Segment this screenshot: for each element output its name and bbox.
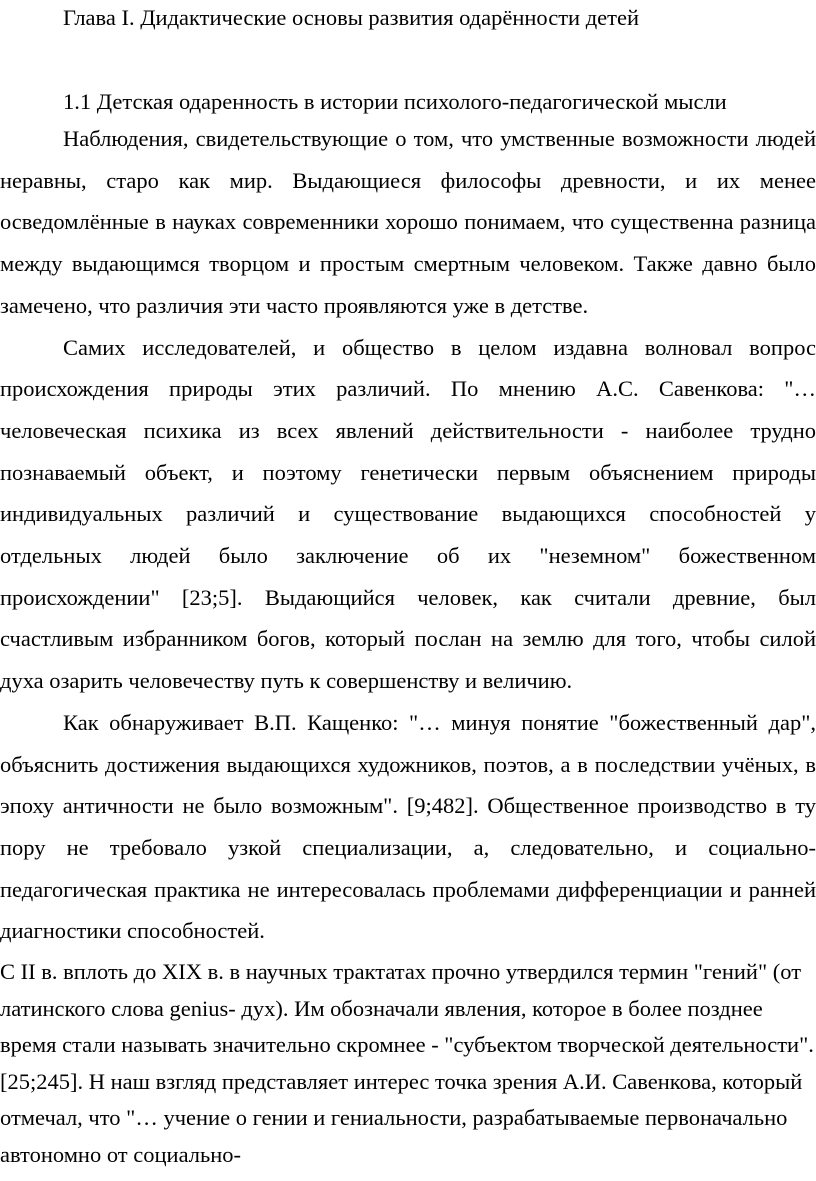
paragraph-4: С II в. вплоть до XIX в. в научных трактатах прочно утвердился термин "гений" (от латинского слова genius- дух). Им обозначали явления, которое в более позднее время стали называть значительно скромнее - "субъектом творческой деятельности". [25;245]. Н наш взгляд представляет интерес точка зрения А.И. Савенкова, который отмечал, что "… учение о гении и гениальности, разрабатываемые первоначально автономно от социально-	[0, 959, 814, 1167]
paragraph-1: Наблюдения, свидетельствующие о том, что умственные возможности людей неравны, старо как мир. Выдающиеся философы древности, и их менее осведомлённые в науках современники хорошо понимаем, что существенна разница между выдающимся творцом и простым смертным человеком. Также давно было замечено, что различия эти часто проявляются уже в детстве.	[0, 126, 816, 318]
body-text	[0, 118, 816, 1181]
paragraph-3: Как обнаруживает В.П. Кащенко: "… минуя понятие "божественный дар", объяснить достижения выдающихся художников, поэтов, а в последствии учёных, в эпоху античности не было возможным". [9;482]. Общественное производство в ту пору не требовало узкой специализации, а, следовательно, и социально-педагогическая практика не интересовалась проблемами дифференциации и ранней диагностики способностей.	[0, 709, 816, 944]
paragraph-2: Самих исследователей, и общество в целом издавна волновал вопрос происхождения природы этих различий. По мнению А.С. Савенкова: "… человеческая психика из всех явлений действительности - наиболее трудно познаваемый объект, и поэтому генетически первым объяснением природы индивидуальных различий и существование выдающихся способностей у отдельных людей было заключение об их "неземном" божественном происхождении" [23;5]. Выдающийся человек, как считали древние, был счастливым избранником богов, который послан на землю для того, чтобы силой духа озарить человечеству путь к совершенству и величию.	[0, 334, 816, 694]
chapter-title: Глава I. Дидактические основы развития одарённости детей	[63, 5, 640, 30]
section-title: 1.1 Детская одаренность в истории психолого-педагогической мысли	[63, 89, 727, 114]
